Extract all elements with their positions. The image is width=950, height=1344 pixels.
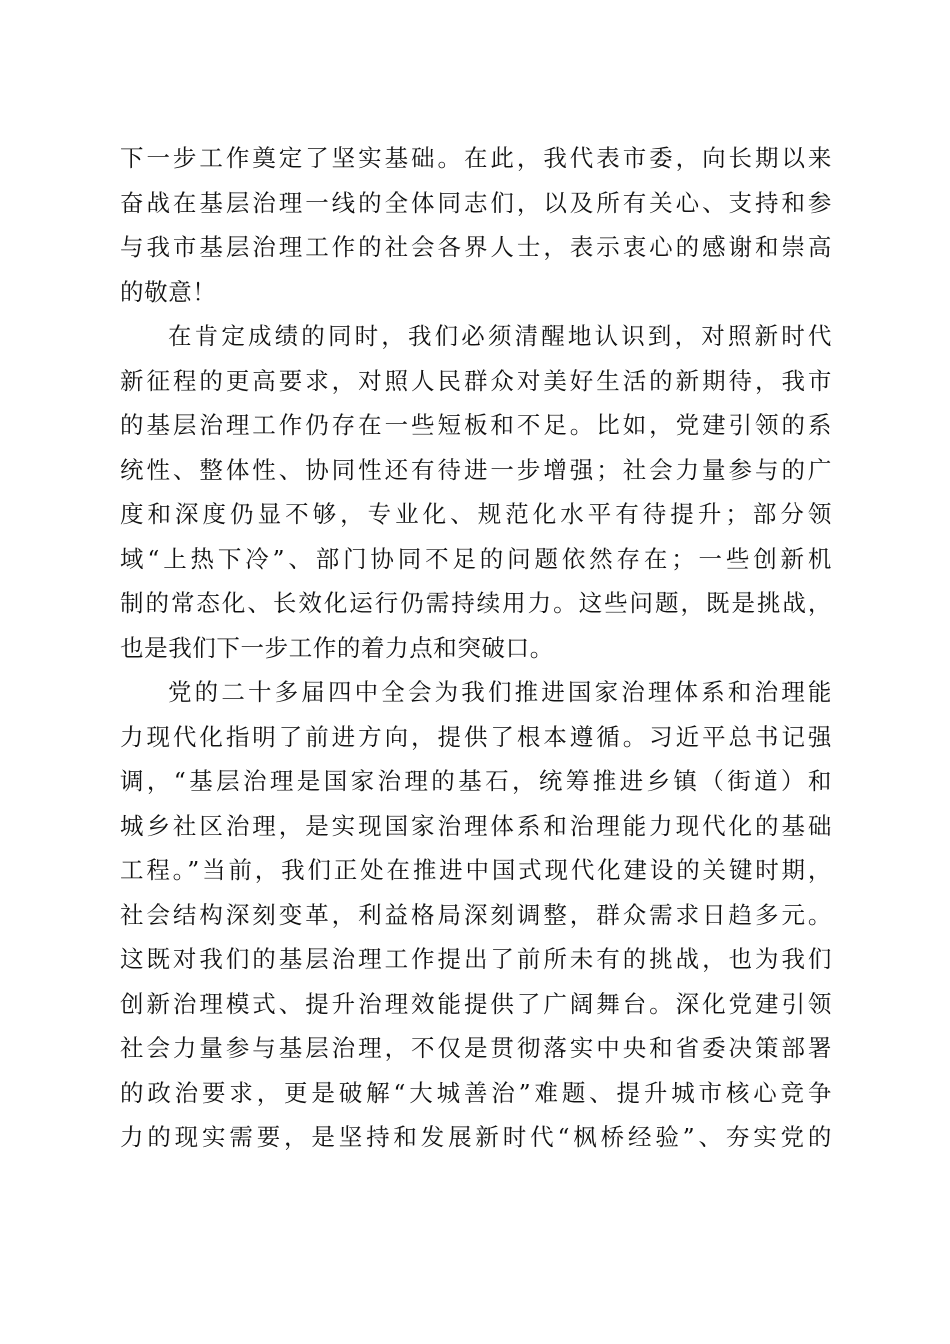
text-line: 域“上热下冷”、部门协同不足的问题依然存在；一些创新机	[120, 544, 832, 573]
text-line: 党的二十多届四中全会为我们推进国家治理体系和治理能	[168, 678, 832, 706]
text-line: 也是我们下一步工作的着力点和突破口。	[120, 633, 554, 662]
text-line: 在肯定成绩的同时，我们必须清醒地认识到，对照新时代	[168, 322, 832, 350]
text-line: 城乡社区治理，是实现国家治理体系和治理能力现代化的基础	[120, 811, 832, 840]
document-body	[120, 136, 832, 1160]
text-line: 工程。”当前，我们正处在推进中国式现代化建设的关键时期，	[120, 856, 832, 884]
text-line: 下一步工作奠定了坚实基础。在此，我代表市委，向长期以来	[120, 144, 832, 172]
text-line: 这既对我们的基层治理工作提出了前所未有的挑战，也为我们	[120, 945, 832, 973]
text-line: 调，“基层治理是国家治理的基石，统筹推进乡镇（街道）和	[120, 767, 832, 795]
text-line: 与我市基层治理工作的社会各界人士，表示衷心的感谢和崇高	[120, 233, 832, 261]
text-line: 奋战在基层治理一线的全体同志们，以及所有关心、支持和参	[120, 188, 832, 217]
text-line: 社会力量参与基层治理，不仅是贯彻落实中央和省委决策部署	[120, 1034, 832, 1062]
text-line: 创新治理模式、提升治理效能提供了广阔舞台。深化党建引领	[120, 989, 832, 1018]
text-line: 力现代化指明了前进方向，提供了根本遵循。习近平总书记强	[120, 722, 832, 751]
text-line: 度和深度仍显不够，专业化、规范化水平有待提升；部分领	[120, 500, 832, 528]
text-line: 力的现实需要，是坚持和发展新时代“枫桥经验”、夯实党的	[120, 1123, 832, 1151]
text-line: 制的常态化、长效化运行仍需持续用力。这些问题，既是挑战，	[120, 589, 832, 617]
text-line: 的政治要求，更是破解“大城善治”难题、提升城市核心竞争	[120, 1078, 832, 1107]
text-line: 的敬意！	[120, 277, 217, 306]
text-line: 的基层治理工作仍存在一些短板和不足。比如，党建引领的系	[120, 411, 832, 439]
text-line: 社会结构深刻变革，利益格局深刻调整，群众需求日趋多元。	[120, 900, 832, 929]
text-line: 新征程的更高要求，对照人民群众对美好生活的新期待，我市	[120, 366, 832, 395]
text-line: 统性、整体性、协同性还有待进一步增强；社会力量参与的广	[120, 455, 832, 484]
